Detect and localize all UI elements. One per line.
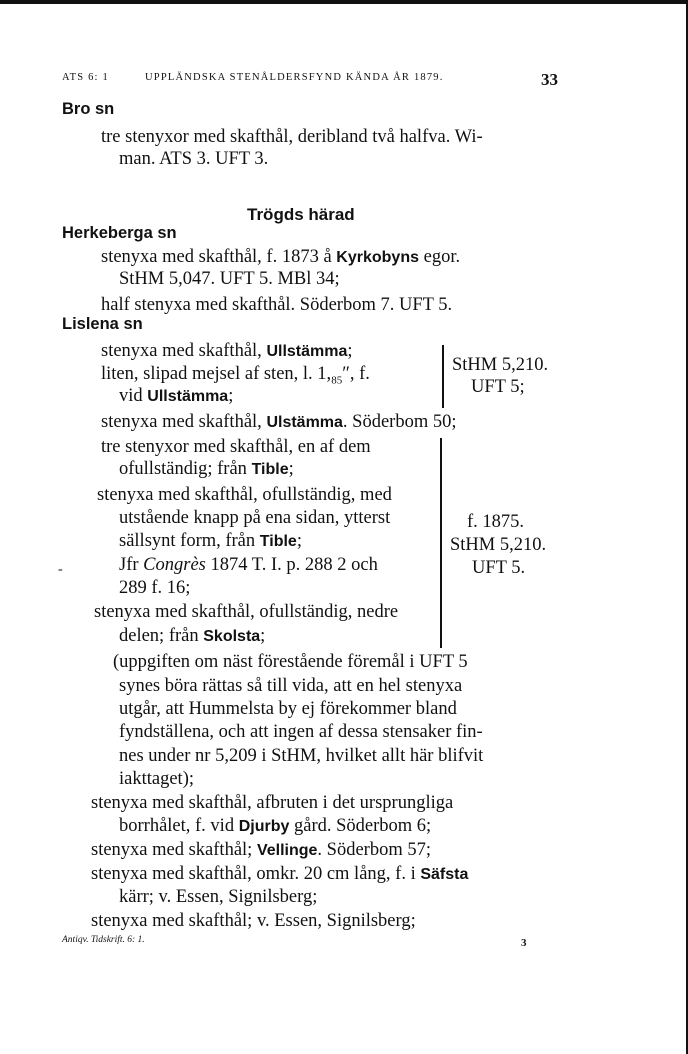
parish-heading-herkeberga: Herkeberga sn xyxy=(62,224,177,242)
place-name: Vellinge xyxy=(256,842,318,859)
place-name: Tible xyxy=(251,461,289,478)
text-line: stenyxa med skafthål, Ulstämma. Söderbom 50; xyxy=(101,412,457,432)
margin-mark: - xyxy=(58,562,63,577)
text-line: man. ATS 3. UFT 3. xyxy=(119,149,269,169)
place-name: Ullstämma xyxy=(266,343,348,360)
footer-journal: Antiqv. Tidskrift. 6: 1. xyxy=(62,935,145,945)
header-title: UPPLÄNDSKA STENÅLDERSFYND KÄNDA ÅR 1879. xyxy=(145,72,444,83)
page-number: 33 xyxy=(541,70,558,89)
text-line: sällsynt form, från Tible; xyxy=(119,531,302,551)
text-line: nes under nr 5,209 i StHM, hvilket allt här blifvit xyxy=(119,746,484,766)
text-line: tre stenyxor med skafthål, deribland två halfva. Wi- xyxy=(101,127,483,147)
reference-note: UFT 5; xyxy=(471,377,525,397)
reference-note: StHM 5,210. xyxy=(450,535,547,555)
text-line: Jfr Congrès 1874 T. I. p. 288 2 och xyxy=(119,555,378,575)
text-line: stenyxa med skafthål, f. 1873 å Kyrkobyns egor. xyxy=(101,247,461,267)
header-series: ATS 6: 1 xyxy=(62,72,109,83)
signature-mark: 3 xyxy=(521,937,527,949)
text-line: fyndställena, och att ingen af dessa stensaker fin- xyxy=(119,722,483,742)
place-name: Djurby xyxy=(238,818,290,835)
text-line: stenyxa med skafthål, Ullstämma; xyxy=(101,341,353,361)
text-line: tre stenyxor med skafthål, en af dem xyxy=(101,437,371,457)
bracket-line xyxy=(442,345,444,408)
text-line: synes böra rättas så till vida, att en hel stenyxa xyxy=(119,676,463,696)
parish-heading-bro: Bro sn xyxy=(62,100,115,118)
reference-note: StHM 5,210. xyxy=(452,355,549,375)
place-name: Skolsta xyxy=(203,628,261,645)
text-line: stenyxa med skafthål; v. Essen, Signilsberg; xyxy=(91,911,416,931)
text-line: stenyxa med skafthål; Vellinge. Söderbom 57; xyxy=(91,840,431,860)
text-line: kärr; v. Essen, Signilsberg; xyxy=(119,887,318,907)
reference-note: f. 1875. xyxy=(467,512,525,532)
text-line: 289 f. 16; xyxy=(119,578,191,598)
text-line: stenyxa med skafthål, omkr. 20 cm lång, f. i Säfsta xyxy=(91,864,469,884)
place-name: Ullstämma xyxy=(147,388,229,405)
text-line: delen; från Skolsta; xyxy=(119,626,266,646)
text-line: liten, slipad mejsel af sten, l. $1,_{85}''$, f. xyxy=(101,364,370,387)
text-line: ofullständig; från Tible; xyxy=(119,459,294,479)
text-line: half stenyxa med skafthål. Söderbom 7. UFT 5. xyxy=(101,295,453,315)
scan-top-edge xyxy=(0,0,688,4)
text-line: utgår, att Hummelsta by ej förekommer bland xyxy=(119,699,457,719)
text-line: utstående knapp på ena sidan, ytterst xyxy=(119,508,391,528)
text-line: stenyxa med skafthål, ofullständig, med xyxy=(97,485,392,505)
district-heading: Trögds härad xyxy=(247,205,355,224)
text-line: StHM 5,047. UFT 5. MBl 34; xyxy=(119,269,340,289)
bracket-line xyxy=(440,438,442,648)
text-line: (uppgiften om näst förestående föremål i UFT 5 xyxy=(113,652,468,672)
reference-note: UFT 5. xyxy=(472,558,526,578)
parish-heading-lislena: Lislena sn xyxy=(62,315,143,333)
text-line: iakttaget); xyxy=(119,769,194,789)
place-name: Säfsta xyxy=(420,866,469,883)
place-name: Kyrkobyns xyxy=(336,249,419,266)
place-name: Tible xyxy=(259,533,297,550)
text-line: vid Ullstämma; xyxy=(119,386,234,406)
text-line: borrhålet, f. vid Djurby gård. Söderbom 6; xyxy=(119,816,432,836)
place-name: Ulstämma xyxy=(266,414,343,431)
text-line: stenyxa med skafthål, ofullständig, nedre xyxy=(94,602,399,622)
text-line: stenyxa med skafthål, afbruten i det ursprungliga xyxy=(91,793,454,813)
